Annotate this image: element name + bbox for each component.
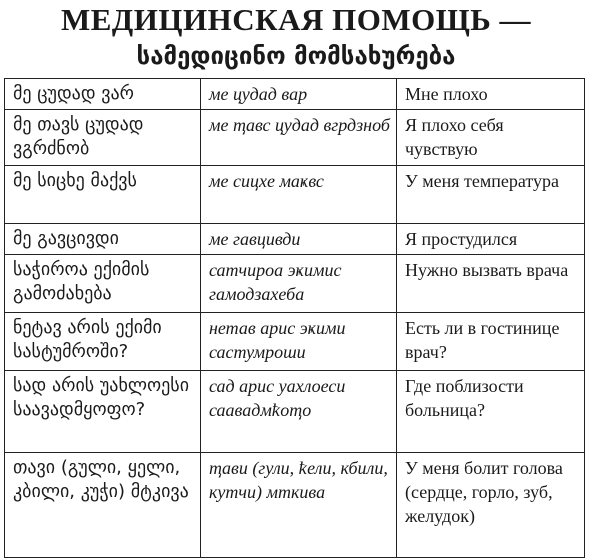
russian-translation-cell: Мне плохо <box>397 79 585 110</box>
transliteration-cell: ме ҭавс цудад вгрдзноб <box>201 110 397 166</box>
georgian-phrase-cell: თავი (გული, ყელი, კბილი, კუჭი) მტკივა <box>5 453 201 558</box>
transliteration-cell: ме гавцивди <box>201 224 397 255</box>
georgian-phrase-cell: მე ცუდად ვარ <box>5 79 201 110</box>
transliteration-cell: сад арис уахлоеси саавадмҟоҭо <box>201 371 397 453</box>
russian-translation-cell: Я простудился <box>397 224 585 255</box>
georgian-phrase-cell: მე გავცივდი <box>5 224 201 255</box>
table-row <box>5 166 585 224</box>
phrase-table <box>4 78 585 558</box>
russian-translation-cell: Есть ли в гостинице врач? <box>397 313 585 371</box>
title-russian: МЕДИЦИНСКАЯ ПОМОЩЬ — <box>61 2 531 37</box>
table-row <box>5 453 585 558</box>
russian-translation-cell: Где поблизости больница? <box>397 371 585 453</box>
transliteration-cell: ме сицхе маҝвс <box>201 166 397 224</box>
table-row <box>5 110 585 166</box>
georgian-phrase-cell: საჭიროა ექიმის გამოძახება <box>5 255 201 313</box>
title-georgian: სამედიცინო მომსახურება <box>136 42 456 70</box>
transliteration-cell: ме цудад вар <box>201 79 397 110</box>
table-row <box>5 79 585 110</box>
georgian-phrase-cell: ნეტავ არის ექიმი სასტუმროში? <box>5 313 201 371</box>
table-row <box>5 255 585 313</box>
georgian-phrase-cell: მე თავს ცუდად ვგრძნობ <box>5 110 201 166</box>
title-block <box>0 2 592 73</box>
russian-translation-cell: Я плохо себя чувствую <box>397 110 585 166</box>
table-row <box>5 371 585 453</box>
georgian-phrase-cell: სად არის უახლოესი საავადმყოფო? <box>5 371 201 453</box>
russian-translation-cell: У меня болит голова (сердце, горло, зуб, желудок) <box>397 453 585 558</box>
georgian-phrase-cell: მე სიცხე მაქვს <box>5 166 201 224</box>
transliteration-cell: нетав арис эҝими састумроши <box>201 313 397 371</box>
russian-translation-cell: Нужно вызвать врача <box>397 255 585 313</box>
transliteration-cell: сатчироа эҝимис гамодзахеба <box>201 255 397 313</box>
russian-translation-cell: У меня температура <box>397 166 585 224</box>
transliteration-cell: ҭави (гули, ҟели, кбили, кутчи) мткива <box>201 453 397 558</box>
table-row <box>5 224 585 255</box>
table-row <box>5 313 585 371</box>
